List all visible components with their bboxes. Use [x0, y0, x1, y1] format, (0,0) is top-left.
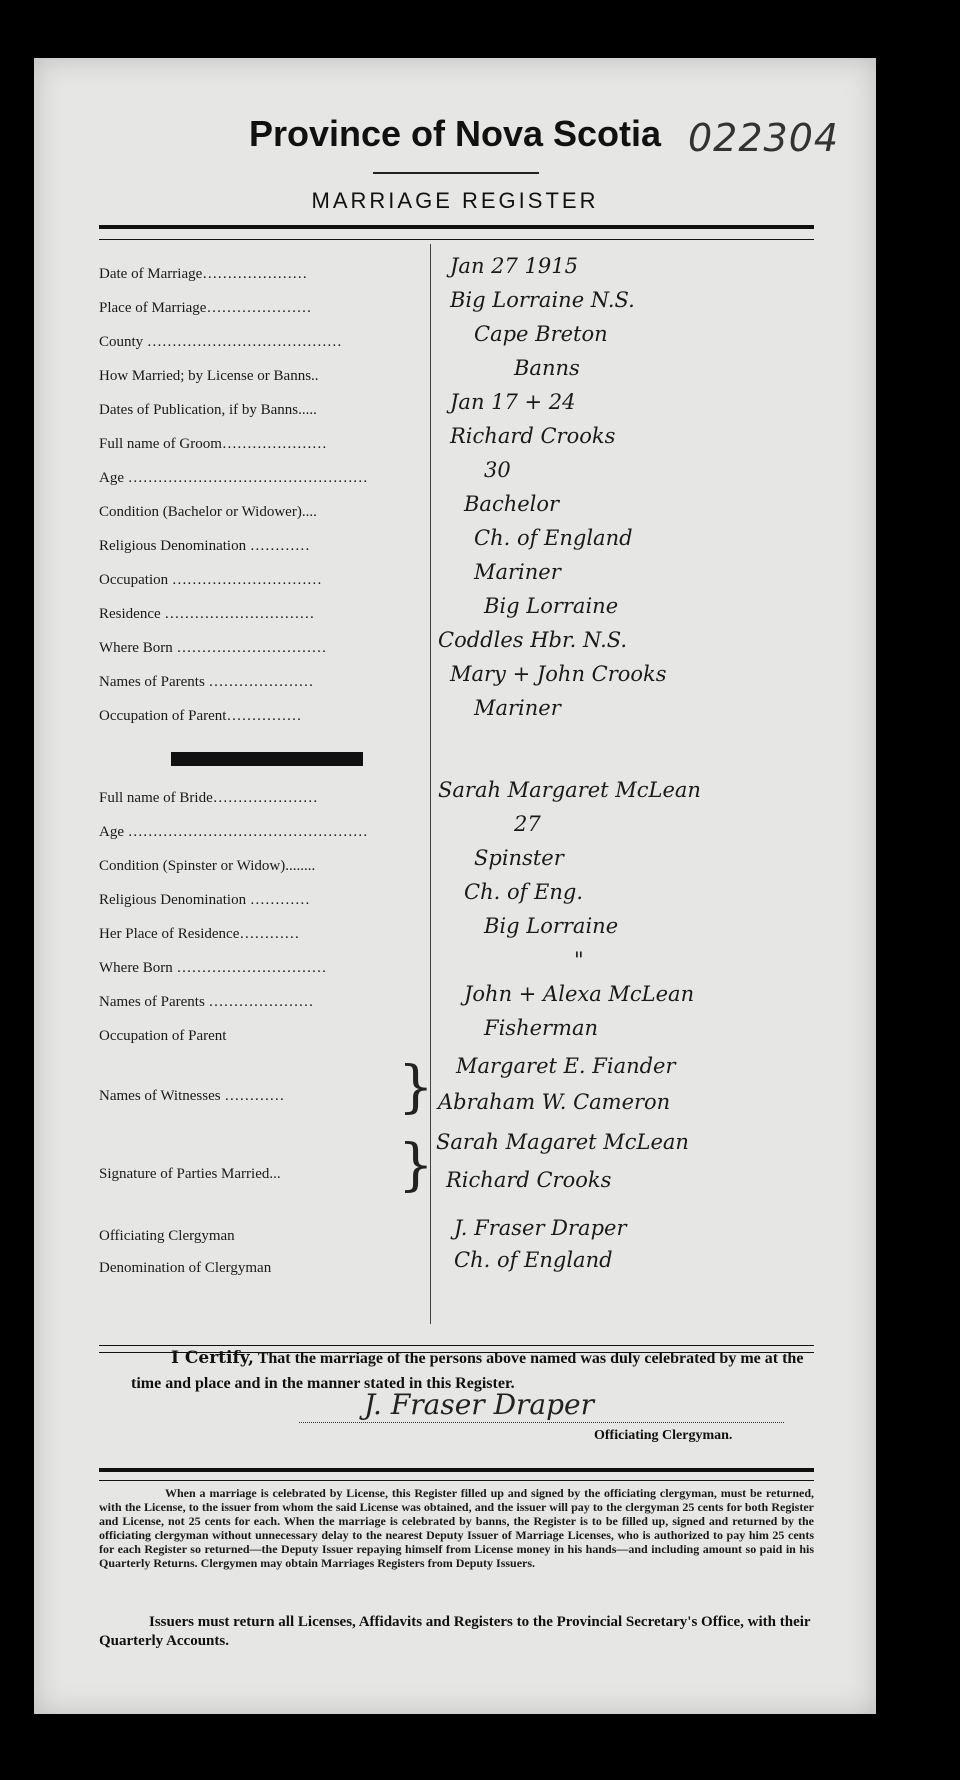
reference-number: 022304: [688, 116, 840, 160]
value-bride-condition: Spinster: [474, 846, 564, 870]
value-how-married: Banns: [514, 356, 580, 380]
label-bride-age: Age …………………………………………: [99, 824, 368, 840]
label-bride-religion: Religious Denomination …………: [99, 892, 310, 908]
value-bride-parent-occupation: Fisherman: [484, 1016, 599, 1040]
label-how-married: How Married; by License or Banns..: [99, 368, 319, 384]
value-groom-where-born: Coddles Hbr. N.S.: [438, 628, 628, 652]
certify-prefix: I Certify,: [171, 1348, 254, 1368]
label-groom-occupation: Occupation …………………………: [99, 572, 322, 588]
certify-text: That the marriage of the persons above named was duly celebrated by me at the time and place and in the manner stated in this Register.: [131, 1350, 804, 1392]
value-bride-where-born: ": [574, 948, 584, 972]
value-bride-age: 27: [514, 812, 541, 836]
value-bride-residence: Big Lorraine: [484, 914, 619, 938]
label-clergy-denomination: Denomination of Clergyman: [99, 1260, 272, 1276]
title-rule: [373, 172, 539, 174]
header-rule: [99, 225, 814, 240]
label-parties-signature: Signature of Parties Married...: [99, 1166, 281, 1182]
signature-line: [299, 1422, 784, 1423]
value-groom-parents: Mary + John Crooks: [450, 662, 667, 686]
label-groom-age: Age …………………………………………: [99, 470, 368, 486]
value-groom-name: Richard Crooks: [450, 424, 616, 448]
value-groom-condition: Bachelor: [464, 492, 560, 516]
value-county: Cape Breton: [474, 322, 608, 346]
label-groom-where-born: Where Born …………………………: [99, 640, 327, 656]
value-groom-parent-occupation: Mariner: [474, 696, 561, 720]
value-groom-occupation: Mariner: [474, 560, 561, 584]
label-bride-parents: Names of Parents …………………: [99, 994, 314, 1010]
value-bride-name: Sarah Margaret McLean: [438, 778, 701, 802]
value-dates-of-publication: Jan 17 + 24: [450, 390, 576, 414]
label-bride-name: Full name of Bride…………………: [99, 790, 318, 806]
label-county: County …………………………………: [99, 334, 342, 350]
label-bride-where-born: Where Born …………………………: [99, 960, 327, 976]
instructions-notice: When a marriage is celebrated by License, this Register filled up and signed by the officiating clergyman, must be returned, with the License, to the issuer from whom the said License was obtained, and the issuer will pay to the clergyman 25 cents for both Register and License, not 25 cents for each. When the marriage is celebrated by banns, the Register is to be filled up, signed and returned by the officiating clergyman without unnecessary delay to the nearest Deputy Issuer of Marriage Licenses, who is authorized to pay him 25 cents for each Register so returned—the Deputy Issuer repaying himself from License money in his hands—and including amount so paid in his Quarterly Returns. Clergymen may obtain Marriages Registers from Deputy Issuers.: [99, 1486, 814, 1570]
value-date-of-marriage: Jan 27 1915: [450, 254, 578, 278]
value-groom-age: 30: [484, 458, 511, 482]
form-subtitle: MARRIAGE REGISTER: [311, 188, 599, 213]
value-witness-1: Margaret E. Fiander: [456, 1054, 676, 1078]
value-bride-religion: Ch. of Eng.: [464, 880, 584, 904]
signature-caption: Officiating Clergyman.: [594, 1428, 733, 1443]
label-place-of-marriage: Place of Marriage…………………: [99, 300, 312, 316]
label-groom-condition: Condition (Bachelor or Widower)....: [99, 504, 317, 520]
label-officiating-clergyman: Officiating Clergyman: [99, 1228, 235, 1244]
form-title: Province of Nova Scotia: [248, 113, 662, 154]
value-party-signature-2: Richard Crooks: [446, 1168, 612, 1192]
value-clergy-denomination: Ch. of England: [454, 1248, 613, 1272]
label-bride-residence: Her Place of Residence…………: [99, 926, 300, 942]
value-party-signature-1: Sarah Magaret McLean: [436, 1130, 689, 1154]
footer-note: Issuers must return all Licenses, Affidavits and Registers to the Provincial Secretary's Office, with their Quarterly Accounts.: [99, 1614, 811, 1649]
section-separator-bar: [171, 752, 363, 766]
value-place-of-marriage: Big Lorraine N.S.: [450, 288, 635, 312]
label-groom-religion: Religious Denomination …………: [99, 538, 310, 554]
witnesses-brace: }: [398, 1055, 434, 1120]
label-groom-residence: Residence …………………………: [99, 606, 315, 622]
clergyman-signature: J. Fraser Draper: [364, 1388, 594, 1421]
label-dates-of-publication: Dates of Publication, if by Banns.....: [99, 402, 317, 418]
label-groom-parents: Names of Parents …………………: [99, 674, 314, 690]
label-groom-parent-occupation: Occupation of Parent……………: [99, 708, 302, 724]
value-officiating-clergyman: J. Fraser Draper: [454, 1216, 627, 1240]
label-witnesses: Names of Witnesses …………: [99, 1088, 285, 1104]
notice-rule: [99, 1468, 814, 1481]
parties-brace: }: [398, 1133, 434, 1198]
label-groom-name: Full name of Groom…………………: [99, 436, 327, 452]
value-witness-2: Abraham W. Cameron: [438, 1090, 671, 1114]
value-groom-religion: Ch. of England: [474, 526, 633, 550]
value-bride-parents: John + Alexa McLean: [464, 982, 695, 1006]
label-date-of-marriage: Date of Marriage…………………: [99, 266, 308, 282]
label-bride-parent-occupation: Occupation of Parent: [99, 1028, 227, 1044]
label-bride-condition: Condition (Spinster or Widow)........: [99, 858, 316, 874]
value-groom-residence: Big Lorraine: [484, 594, 619, 618]
register-form: [34, 58, 876, 1714]
